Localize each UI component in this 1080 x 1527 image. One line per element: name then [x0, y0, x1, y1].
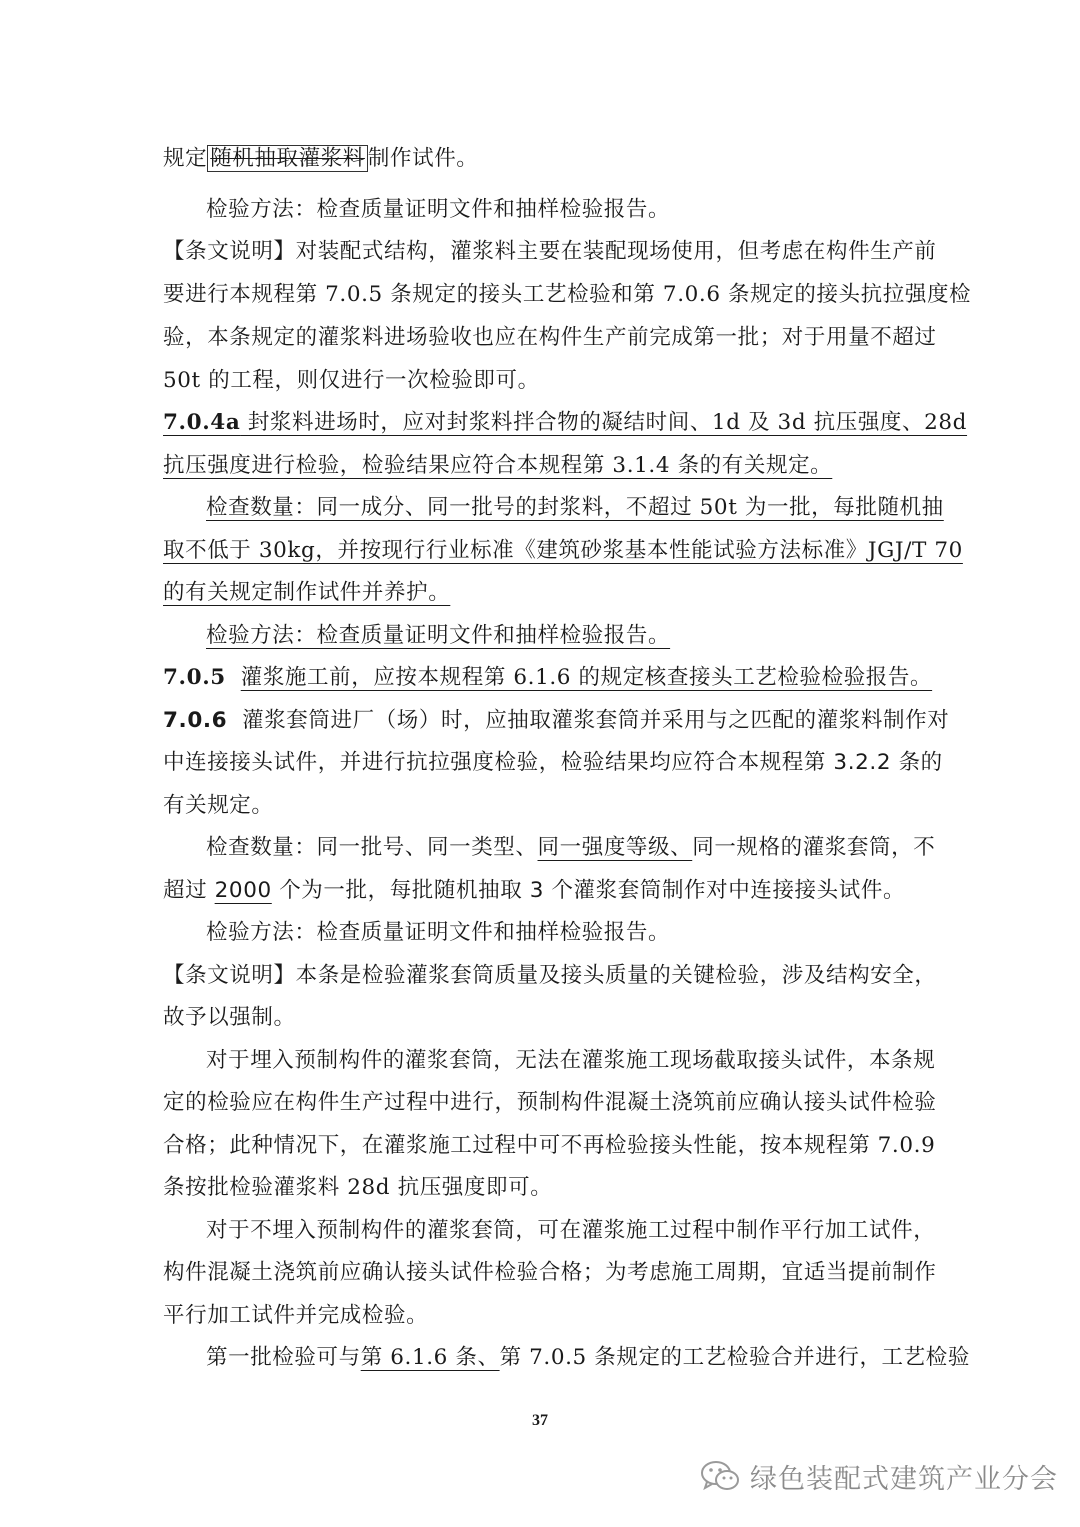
- text-line: 第一批检验可与第 6.1.6 条、第 7.0.5 条规定的工艺检验合并进行，工艺检验: [206, 1345, 970, 1370]
- deleted-text-box: 随机抽取灌浆料: [207, 145, 368, 172]
- clause-heading: 7.0.5 灌浆施工前，应按本规程第 6.1.6 的规定核查接头工艺检验检验报告。: [163, 665, 933, 690]
- text-line: 超过 2000 个为一批，每批随机抽取 3 个灌浆套筒制作对中连接接头试件。: [163, 878, 906, 903]
- text-line: 定的检验应在构件生产过程中进行，预制构件混凝土浇筑前应确认接头试件检验: [163, 1090, 937, 1115]
- text-line: 构件混凝土浇筑前应确认接头试件检验合格；为考虑施工周期，宜适当提前制作: [163, 1260, 937, 1285]
- clause-heading: 7.0.4a 封浆料进场时，应对封浆料拌合物的凝结时间、1d 及 3d 抗压强度、28d: [163, 410, 968, 435]
- text-line: 对于不埋入预制构件的灌浆套筒，可在灌浆施工过程中制作平行加工试件，: [206, 1218, 936, 1243]
- text-line: 50t 的工程，则仅进行一次检验即可。: [163, 368, 540, 393]
- text-line: 检验方法：检查质量证明文件和抽样检验报告。: [206, 623, 671, 648]
- watermark-text: 绿色装配式建筑产业分会: [750, 1463, 1058, 1495]
- text-line: 检验方法：检查质量证明文件和抽样检验报告。: [206, 920, 671, 945]
- page-number: 37: [532, 1412, 548, 1429]
- text-line: 抗压强度进行检验，检验结果应符合本规程第 3.1.4 条的有关规定。: [163, 453, 833, 478]
- text-line: 验，本条规定的灌浆料进场验收也应在构件生产前完成第一批；对于用量不超过: [163, 325, 937, 350]
- text-line: 的有关规定制作试件并养护。: [163, 580, 451, 605]
- text-line: 检查数量：同一成分、同一批号的封浆料，不超过 50t 为一批，每批随机抽: [206, 495, 944, 520]
- text-line: 平行加工试件并完成检验。: [163, 1303, 429, 1328]
- text-line: 合格；此种情况下，在灌浆施工过程中可不再检验接头性能，按本规程第 7.0.9: [163, 1133, 936, 1158]
- wechat-icon: [700, 1459, 742, 1493]
- text-line: 对于埋入预制构件的灌浆套筒，无法在灌浆施工现场截取接头试件，本条规: [206, 1048, 936, 1073]
- text-line: 规定 随机抽取灌浆料 制作试件。: [163, 146, 479, 171]
- text-line: 检验方法：检查质量证明文件和抽样检验报告。: [206, 197, 671, 222]
- text-line: 中连接接头试件，并进行抗拉强度检验，检验结果均应符合本规程第 3.2.2 条的: [163, 750, 943, 775]
- text-line: 要进行本规程第 7.0.5 条规定的接头工艺检验和第 7.0.6 条规定的接头抗拉强度检: [163, 282, 972, 307]
- text-line: 条按批检验灌浆料 28d 抗压强度即可。: [163, 1175, 553, 1200]
- text-line: 检查数量：同一批号、同一类型、同一强度等级、同一规格的灌浆套筒，不: [206, 835, 936, 860]
- clause-heading: 7.0.6 灌浆套筒进厂（场）时，应抽取灌浆套筒并采用与之匹配的灌浆料制作对: [163, 708, 950, 733]
- watermark: [700, 1452, 1058, 1500]
- text-line: 【条文说明】本条是检验灌浆套筒质量及接头质量的关键检验，涉及结构安全，: [163, 963, 937, 988]
- text-line: 有关规定。: [163, 793, 274, 818]
- text-line: 【条文说明】对装配式结构，灌浆料主要在装配现场使用，但考虑在构件生产前: [163, 239, 937, 264]
- text-line: 故予以强制。: [163, 1005, 296, 1030]
- text-line: 取不低于 30kg，并按现行行业标准《建筑砂浆基本性能试验方法标准》JGJ/T 70: [163, 538, 963, 563]
